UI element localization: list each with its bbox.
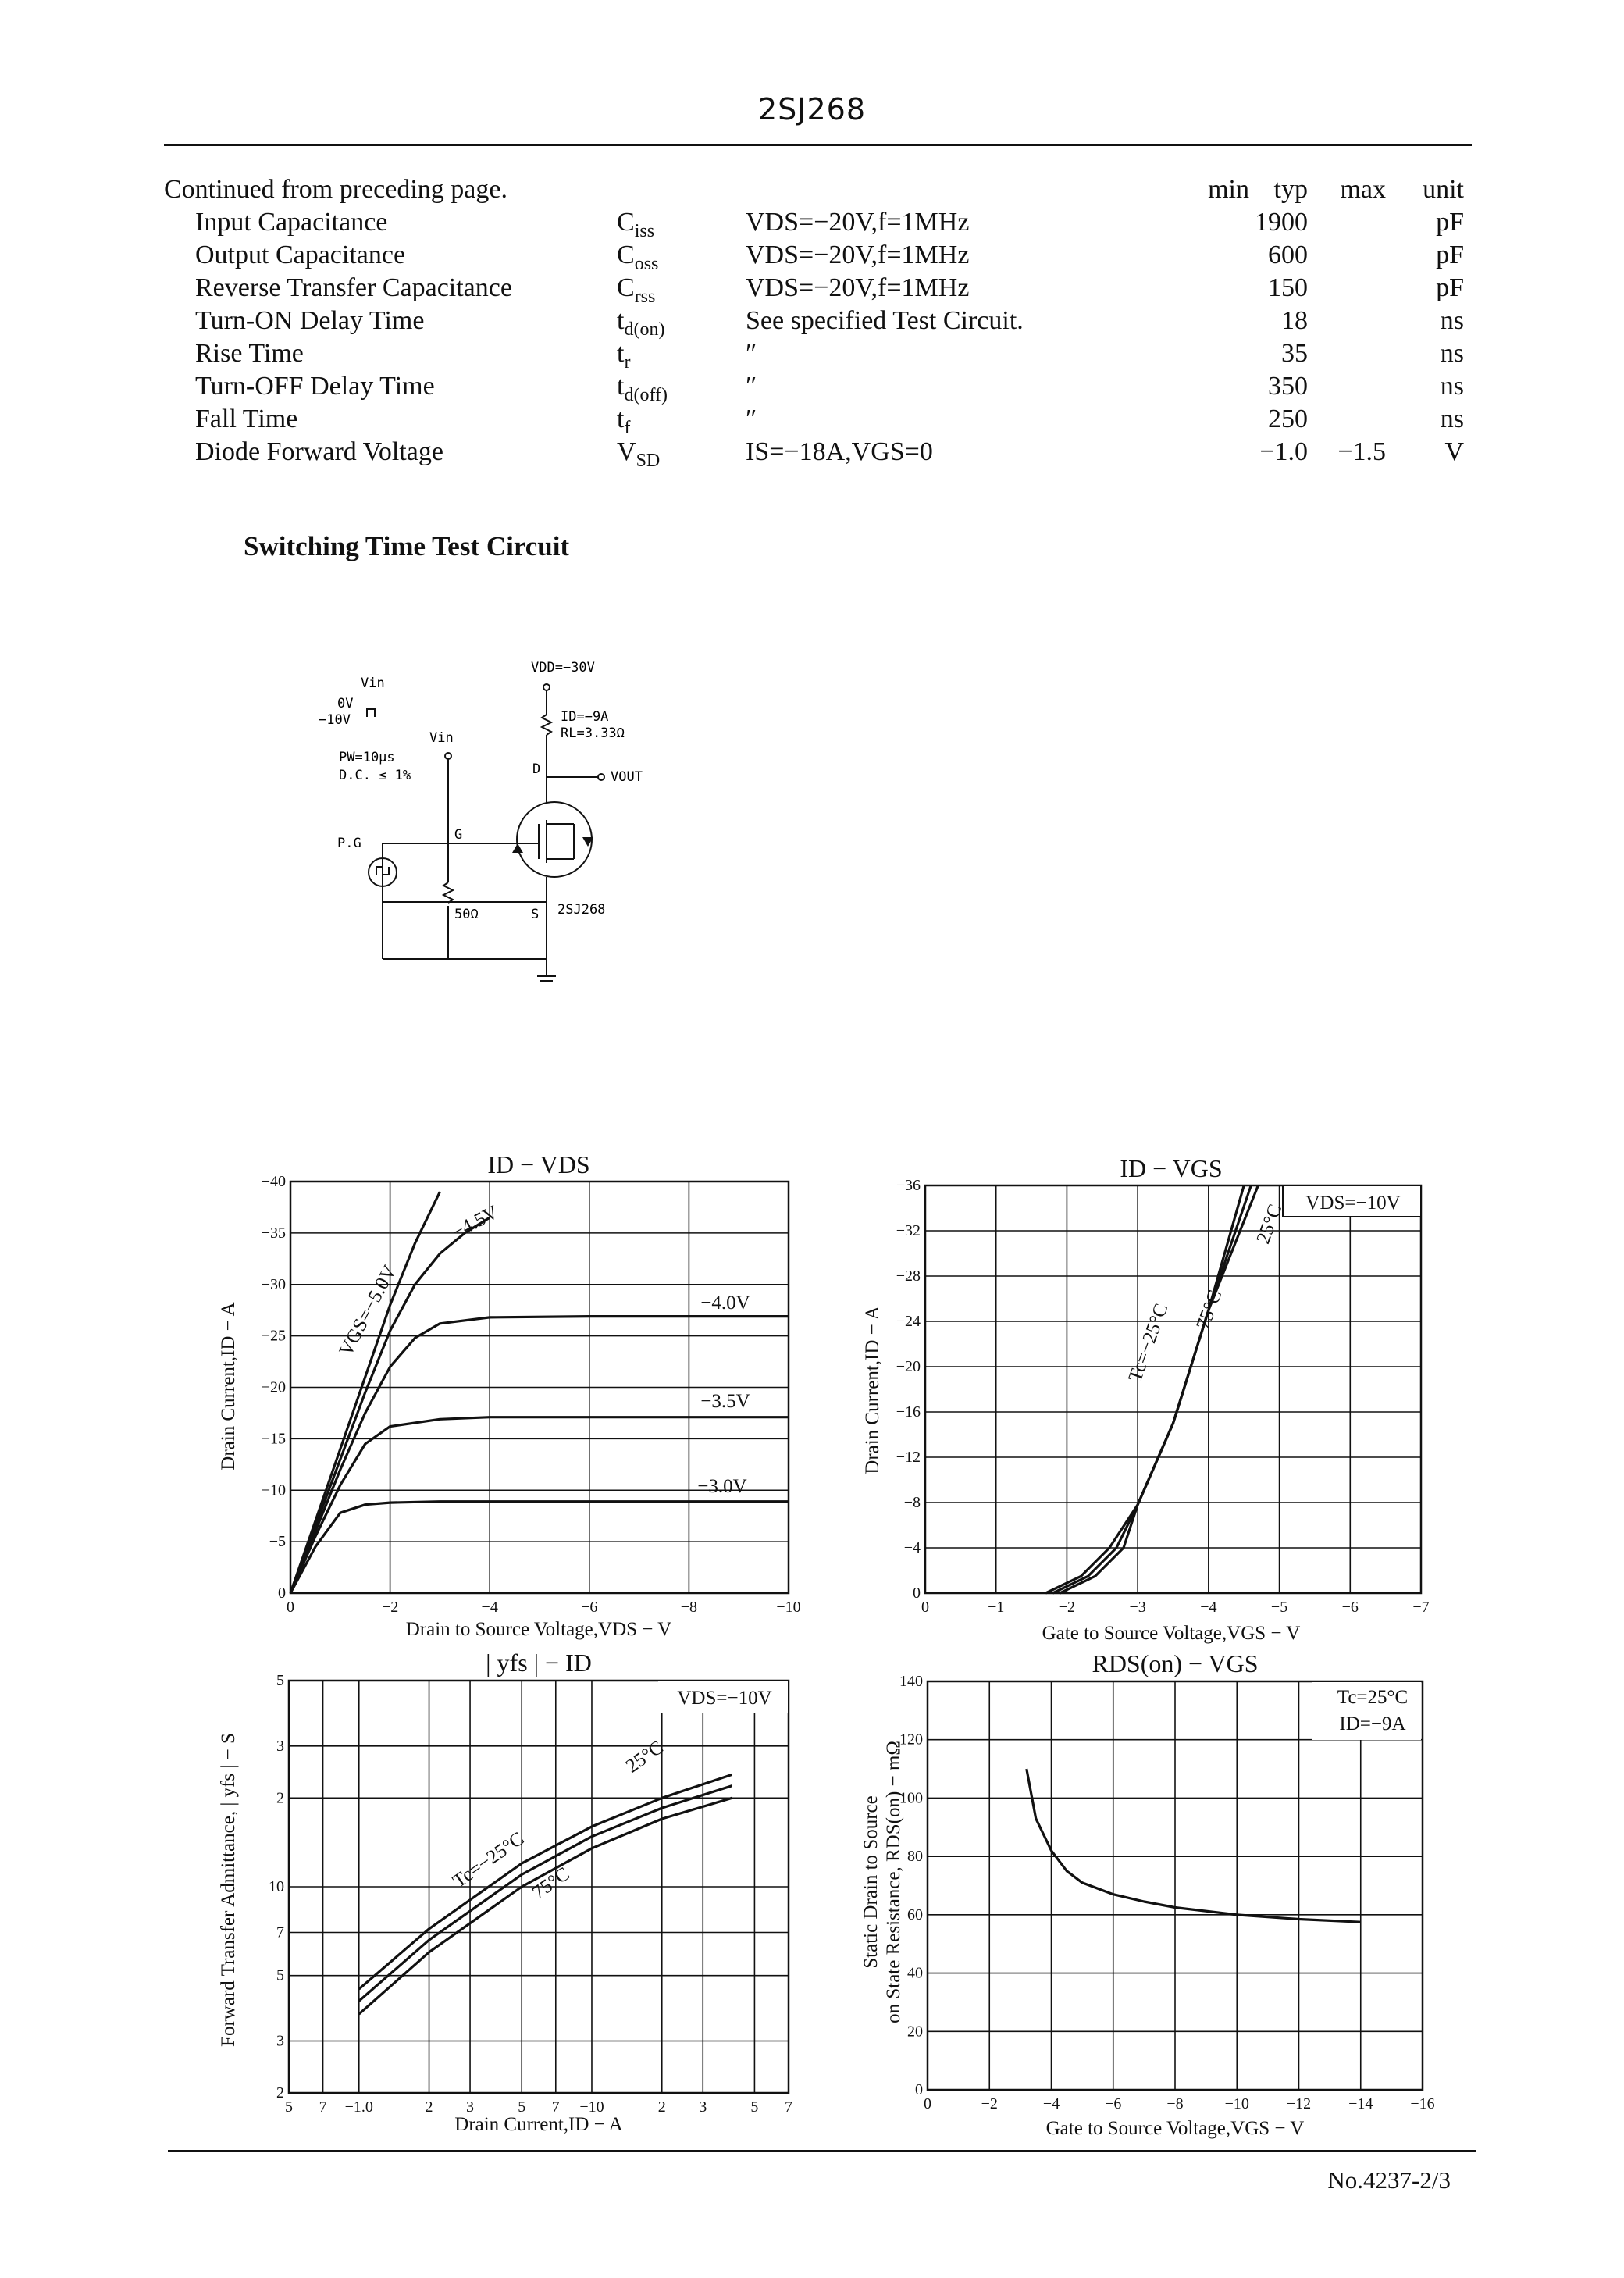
- y-axis-label: on State Resistance, RDS(on) − mΩ: [883, 1741, 904, 2023]
- y-tick-label: −15: [261, 1430, 286, 1448]
- series-label: −4.0V: [700, 1292, 750, 1314]
- x-tick-label: −1.0: [344, 2098, 373, 2116]
- x-tick-label: −4: [1042, 2095, 1060, 2112]
- y-tick-label: 5: [276, 1966, 284, 1984]
- spec-name: Output Capacitance: [195, 241, 406, 269]
- vdd-label: VDD=−30V: [531, 660, 595, 676]
- spec-typ: 250: [1268, 405, 1308, 433]
- y-tick-label: −8: [903, 1494, 921, 1511]
- x-tick-label: 2: [425, 2098, 433, 2116]
- pg-label: P.G: [337, 836, 361, 851]
- series-label: −4.5V: [448, 1201, 502, 1244]
- col-unit: unit: [1423, 175, 1464, 204]
- spec-unit: ns: [1440, 306, 1464, 335]
- spec-typ: −1.0: [1259, 437, 1308, 466]
- y-tick-label: −16: [896, 1403, 921, 1421]
- x-tick-label: −3: [1129, 1599, 1146, 1616]
- spec-unit: V: [1444, 437, 1464, 466]
- y-tick-label: −4: [903, 1539, 921, 1556]
- spec-name: Input Capacitance: [195, 208, 388, 237]
- spec-typ: 18: [1281, 306, 1308, 335]
- id-vgs-curve: [1060, 1185, 1258, 1593]
- y-tick-label: −32: [896, 1222, 921, 1239]
- legend-text: VDS=−10V: [677, 1688, 772, 1709]
- y-tick-label: 0: [913, 1585, 921, 1602]
- y-axis-label: Drain Current,ID − A: [862, 1306, 883, 1474]
- vout-label: VOUT: [611, 769, 643, 785]
- spec-symbol-base: t: [617, 339, 625, 368]
- col-typ: typ: [1273, 175, 1308, 204]
- x-tick-label: −10: [1224, 2095, 1249, 2112]
- series-label: 75°C: [528, 1863, 574, 1904]
- spec-symbol-base: t: [617, 306, 625, 335]
- y-tick-label: 10: [269, 1878, 284, 1895]
- x-tick-label: 0: [924, 2095, 931, 2112]
- spec-typ: 1900: [1255, 208, 1308, 237]
- vin-mid-label: Vin: [429, 730, 454, 746]
- x-tick-label: 5: [285, 2098, 293, 2116]
- spec-symbol-sub: iss: [634, 220, 655, 241]
- id-vds-curve: [290, 1502, 789, 1593]
- x-tick-label: 7: [785, 2098, 792, 2116]
- spec-conditions: See specified Test Circuit.: [746, 306, 1024, 335]
- spec-conditions: ″: [746, 339, 757, 368]
- x-tick-label: 0: [921, 1599, 929, 1616]
- x-tick-label: −5: [1270, 1599, 1288, 1616]
- series-label: Tc=−25°C: [449, 1827, 529, 1892]
- gate-label: G: [454, 827, 463, 843]
- y-tick-label: 2: [276, 2084, 284, 2102]
- y-tick-label: 80: [907, 1848, 923, 1866]
- spec-conditions: ″: [746, 372, 757, 401]
- x-tick-label: −2: [1058, 1599, 1076, 1616]
- series-label: 25°C: [621, 1736, 668, 1777]
- x-axis-label: Drain to Source Voltage,VDS − V: [405, 1619, 672, 1640]
- x-tick-label: 5: [750, 2098, 759, 2116]
- spec-name: Turn-OFF Delay Time: [195, 372, 435, 401]
- x-tick-label: 5: [518, 2098, 526, 2116]
- y-axis-label: Static Drain to Source: [860, 1795, 881, 1969]
- y-tick-label: −5: [269, 1533, 286, 1551]
- spec-name: Reverse Transfer Capacitance: [195, 273, 512, 302]
- y-tick-label: 40: [907, 1964, 923, 1982]
- col-max: max: [1340, 175, 1386, 204]
- chart-title: | yfs | − ID: [486, 1649, 592, 1677]
- y-tick-label: 5: [276, 1672, 284, 1689]
- spec-symbol-base: t: [617, 405, 625, 433]
- spec-unit: ns: [1440, 372, 1464, 401]
- spec-name: Diode Forward Voltage: [195, 437, 443, 466]
- y-tick-label: −20: [261, 1378, 286, 1396]
- legend-text: ID=−9A: [1339, 1713, 1406, 1734]
- spec-symbol-sub: f: [624, 417, 631, 438]
- dc-label: D.C. ≤ 1%: [339, 768, 411, 783]
- legend-text: Tc=25°C: [1337, 1687, 1409, 1708]
- y-tick-label: −40: [261, 1173, 286, 1190]
- y-tick-label: −12: [896, 1449, 921, 1466]
- x-tick-label: 7: [319, 2098, 327, 2116]
- y-tick-label: 100: [899, 1789, 923, 1807]
- spec-symbol-sub: r: [624, 351, 631, 373]
- spec-typ: 35: [1281, 339, 1308, 368]
- spec-symbol-base: V: [617, 437, 636, 466]
- x-axis-label: Gate to Source Voltage,VGS − V: [1042, 1623, 1301, 1644]
- spec-typ: 350: [1268, 372, 1308, 401]
- spec-symbol-sub: d(off): [624, 384, 668, 405]
- id-vds-curve: [290, 1317, 789, 1593]
- spec-conditions: ″: [746, 405, 757, 433]
- document-number: No.4237-2/3: [1327, 2166, 1451, 2194]
- y-tick-label: 7: [276, 1923, 284, 1941]
- spec-symbol-sub: d(on): [624, 319, 665, 340]
- v0-label: 0V: [337, 696, 354, 711]
- vm10-label: −10V: [319, 712, 351, 728]
- spec-symbol-sub: oss: [634, 253, 659, 274]
- series-label: Tc=−25°C: [1124, 1300, 1173, 1385]
- x-tick-label: 7: [551, 2098, 560, 2116]
- spec-typ: 600: [1268, 241, 1308, 269]
- chart-frame: [925, 1185, 1421, 1593]
- x-tick-label: −6: [581, 1599, 598, 1616]
- x-tick-label: −10: [579, 2098, 604, 2116]
- x-tick-label: −14: [1348, 2095, 1373, 2112]
- x-tick-label: 0: [287, 1599, 294, 1616]
- x-tick-label: −12: [1286, 2095, 1312, 2112]
- spec-symbol-sub: rss: [634, 286, 656, 307]
- spec-name: Turn-ON Delay Time: [195, 306, 425, 335]
- y-tick-label: 60: [907, 1905, 923, 1923]
- spec-conditions: IS=−18A,VGS=0: [746, 437, 933, 466]
- chart-title: ID − VGS: [1120, 1154, 1223, 1182]
- y-tick-label: −25: [261, 1327, 286, 1345]
- x-tick-label: 3: [699, 2098, 707, 2116]
- y-tick-label: −20: [896, 1358, 921, 1375]
- series-label: VGS=−5.0V: [335, 1261, 401, 1360]
- chart-title: RDS(on) − VGS: [1092, 1649, 1259, 1677]
- spec-unit: pF: [1436, 208, 1464, 237]
- yfs-curve: [359, 1798, 732, 2014]
- series-label: −3.5V: [700, 1391, 750, 1412]
- series-label: 75°C: [1192, 1287, 1227, 1333]
- spec-max: −1.5: [1337, 437, 1386, 466]
- spec-unit: ns: [1440, 405, 1464, 433]
- y-tick-label: 0: [278, 1585, 286, 1602]
- spec-unit: pF: [1436, 241, 1464, 269]
- spec-conditions: VDS=−20V,f=1MHz: [746, 208, 970, 237]
- x-axis-label: Gate to Source Voltage,VGS − V: [1045, 2118, 1305, 2139]
- x-tick-label: −10: [776, 1599, 801, 1616]
- x-tick-label: −2: [981, 2095, 998, 2112]
- x-tick-label: 2: [657, 2098, 666, 2116]
- vin-top-label: Vin: [361, 676, 385, 691]
- y-tick-label: 120: [899, 1731, 923, 1749]
- spec-symbol-base: C: [617, 273, 635, 302]
- pw-label: PW=10μs: [339, 750, 395, 765]
- y-axis-label: Forward Transfer Admittance, | yfs | − S: [218, 1733, 239, 2047]
- x-tick-label: −6: [1341, 1599, 1359, 1616]
- y-tick-label: 2: [276, 1789, 284, 1807]
- rl-label: RL=3.33Ω: [561, 725, 625, 741]
- chart-title: ID − VDS: [487, 1150, 590, 1178]
- x-tick-label: −7: [1412, 1599, 1430, 1616]
- spec-conditions: VDS=−20V,f=1MHz: [746, 273, 970, 302]
- x-axis-label: Drain Current,ID − A: [454, 2114, 623, 2135]
- id-vgs-curve: [1045, 1185, 1244, 1593]
- continued-label: Continued from preceding page.: [164, 175, 508, 204]
- series-label: 25°C: [1252, 1201, 1287, 1247]
- y-tick-label: 3: [276, 2032, 284, 2050]
- y-tick-label: 0: [915, 2081, 923, 2098]
- y-tick-label: 3: [276, 1737, 284, 1755]
- x-tick-label: −8: [1166, 2095, 1184, 2112]
- y-tick-label: −36: [896, 1177, 921, 1194]
- source-label: S: [531, 907, 540, 922]
- x-tick-label: −8: [680, 1599, 698, 1616]
- y-tick-label: 20: [907, 2023, 923, 2041]
- x-tick-label: −4: [481, 1599, 498, 1616]
- y-tick-label: −10: [261, 1481, 286, 1499]
- y-tick-label: −35: [261, 1224, 286, 1242]
- spec-symbol-base: C: [617, 241, 635, 269]
- x-tick-label: −16: [1410, 2095, 1435, 2112]
- y-tick-label: −28: [896, 1267, 921, 1285]
- circuit-part-label: 2SJ268: [557, 902, 606, 918]
- circuit-title: Switching Time Test Circuit: [244, 531, 570, 561]
- rds-curve: [1027, 1769, 1361, 1922]
- spec-symbol-base: t: [617, 372, 625, 401]
- spec-conditions: VDS=−20V,f=1MHz: [746, 241, 970, 269]
- spec-name: Fall Time: [195, 405, 298, 433]
- drain-label: D: [532, 761, 541, 777]
- footer-rule: [168, 2150, 1476, 2152]
- y-axis-label: Drain Current,ID − A: [218, 1302, 239, 1471]
- y-tick-label: −30: [261, 1275, 286, 1293]
- spec-unit: pF: [1436, 273, 1464, 302]
- spec-unit: ns: [1440, 339, 1464, 368]
- y-tick-label: 140: [899, 1673, 923, 1690]
- series-label: −3.0V: [697, 1476, 747, 1497]
- y-tick-label: −24: [896, 1313, 921, 1330]
- x-tick-label: 3: [466, 2098, 475, 2116]
- x-tick-label: −4: [1200, 1599, 1217, 1616]
- legend-text: VDS=−10V: [1305, 1192, 1401, 1214]
- id-vgs-curve: [1052, 1185, 1251, 1593]
- spec-symbol-sub: SD: [636, 450, 661, 471]
- spec-name: Rise Time: [195, 339, 304, 368]
- col-min: min: [1208, 175, 1249, 204]
- x-tick-label: −2: [381, 1599, 399, 1616]
- spec-typ: 150: [1268, 273, 1308, 302]
- x-tick-label: −6: [1105, 2095, 1122, 2112]
- spec-symbol-base: C: [617, 208, 635, 237]
- id-label: ID=−9A: [561, 709, 609, 725]
- x-tick-label: −1: [988, 1599, 1005, 1616]
- part-number-header: 2SJ268: [757, 92, 867, 127]
- r50-label: 50Ω: [454, 907, 479, 922]
